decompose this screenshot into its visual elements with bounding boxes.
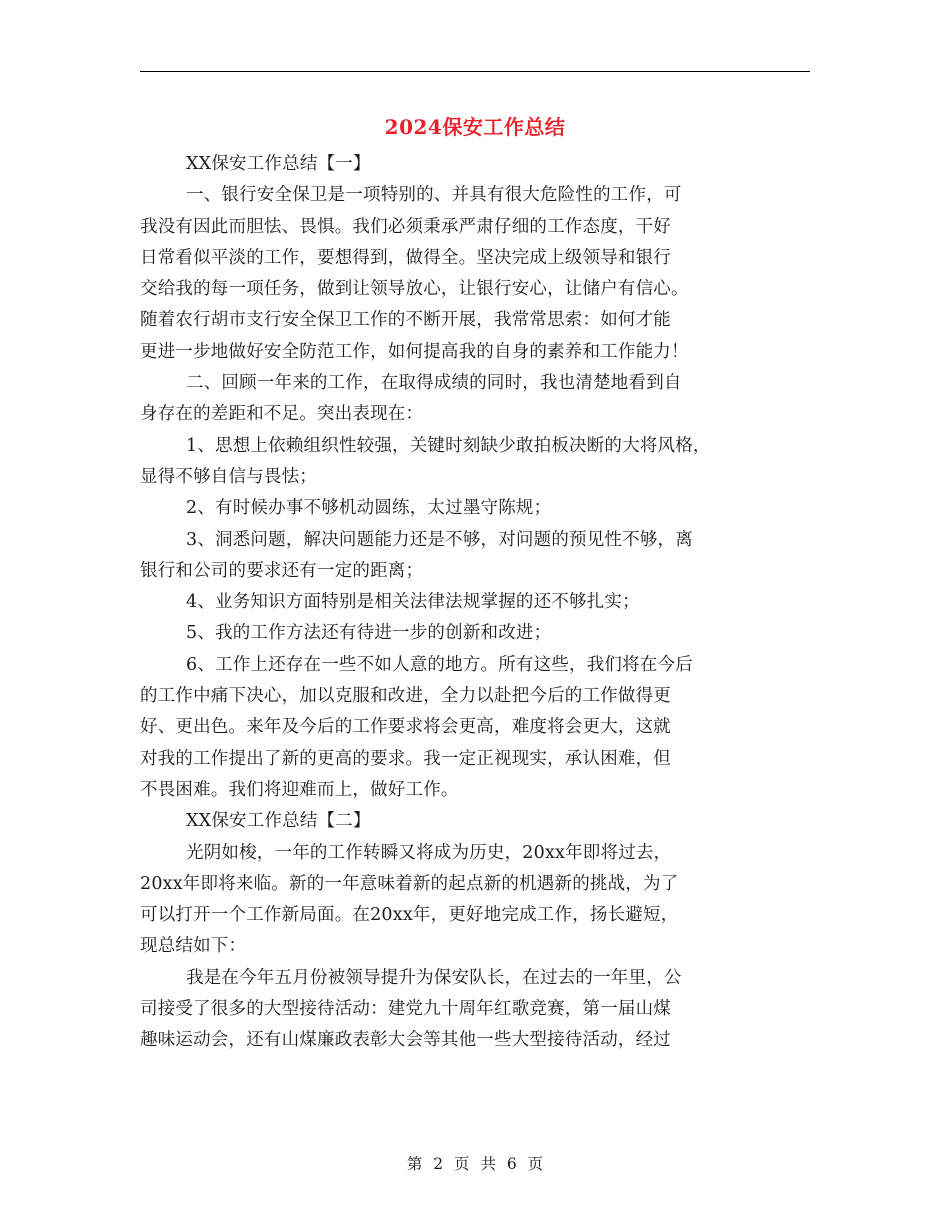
text-line: 1、思想上依赖组织性较强，关键时刻缺少敢拍板决断的大将风格， — [186, 435, 711, 456]
text-line: 交给我的每一项任务，做到让领导放心，让银行安心，让储户有信心。 — [140, 279, 689, 300]
text-line: 现总结如下： — [140, 936, 247, 957]
header-rule — [140, 71, 810, 72]
text-line: 趣味运动会，还有山煤廉政表彰大会等其他一些大型接待活动，经过 — [140, 1030, 671, 1051]
text-line: 我是在今年五月份被领导提升为保安队长，在过去的一年里，公 — [186, 967, 682, 988]
text-line: 3、洞悉问题，解决问题能力还是不够，对问题的预见性不够，离 — [186, 529, 693, 550]
text-line: 二、回顾一年来的工作，在取得成绩的同时，我也清楚地看到自 — [186, 373, 682, 394]
text-line: 20xx年即将来临。新的一年意味着新的起点新的机遇新的挑战，为了 — [140, 873, 679, 894]
text-line: 身存在的差距和不足。突出表现在： — [140, 404, 424, 425]
text-line: 日常看似平淡的工作，要想得到，做得全。坚决完成上级领导和银行 — [140, 247, 671, 268]
text-line: 6、工作上还存在一些不如人意的地方。所有这些，我们将在今后 — [186, 654, 693, 675]
page-number-footer: 第 2 页 共 6 页 — [406, 1155, 544, 1173]
text-line: 更进一步地做好安全防范工作，如何提高我的自身的素养和工作能力！ — [140, 341, 689, 362]
document-title: 2024保安工作总结 — [384, 115, 566, 139]
text-line: XX保安工作总结【一】 — [186, 154, 371, 174]
text-line: 的工作中痛下决心，加以克服和改进，全力以赴把今后的工作做得更 — [140, 686, 671, 707]
text-line: 随着农行胡市支行安全保卫工作的不断开展，我常常思索：如何才能 — [140, 310, 671, 331]
text-line: 4、业务知识方面特别是相关法律法规掌握的还不够扎实； — [186, 592, 640, 613]
text-line: 2、有时候办事不够机动圆练，太过墨守陈规； — [186, 498, 552, 519]
text-line: 银行和公司的要求还有一定的距离； — [140, 560, 424, 581]
text-line: 司接受了很多的大型接待活动：建党九十周年红歌竞赛，第一届山煤 — [140, 999, 671, 1020]
text-line: 光阴如梭，一年的工作转瞬又将成为历史，20xx年即将过去， — [186, 842, 672, 863]
document-body — [140, 149, 820, 1057]
text-line: 5、我的工作方法还有待进一步的创新和改进； — [186, 623, 552, 644]
text-line: 好、更出色。来年及今后的工作要求将会更高，难度将会更大，这就 — [140, 717, 671, 738]
text-line: 对我的工作提出了新的更高的要求。我一定正视现实，承认困难，但 — [140, 748, 671, 769]
text-line: 不畏困难。我们将迎难而上，做好工作。 — [140, 779, 459, 800]
text-line: XX保安工作总结【二】 — [186, 811, 371, 832]
text-line: 可以打开一个工作新局面。在20xx年，更好地完成工作，扬长避短， — [140, 905, 679, 926]
text-line: 一、银行安全保卫是一项特别的、并具有很大危险性的工作，可 — [186, 185, 682, 206]
text-line: 显得不够自信与畏怯； — [140, 466, 317, 487]
text-line: 我没有因此而胆怯、畏惧。我们必须秉承严肃仔细的工作态度，干好 — [140, 216, 671, 237]
